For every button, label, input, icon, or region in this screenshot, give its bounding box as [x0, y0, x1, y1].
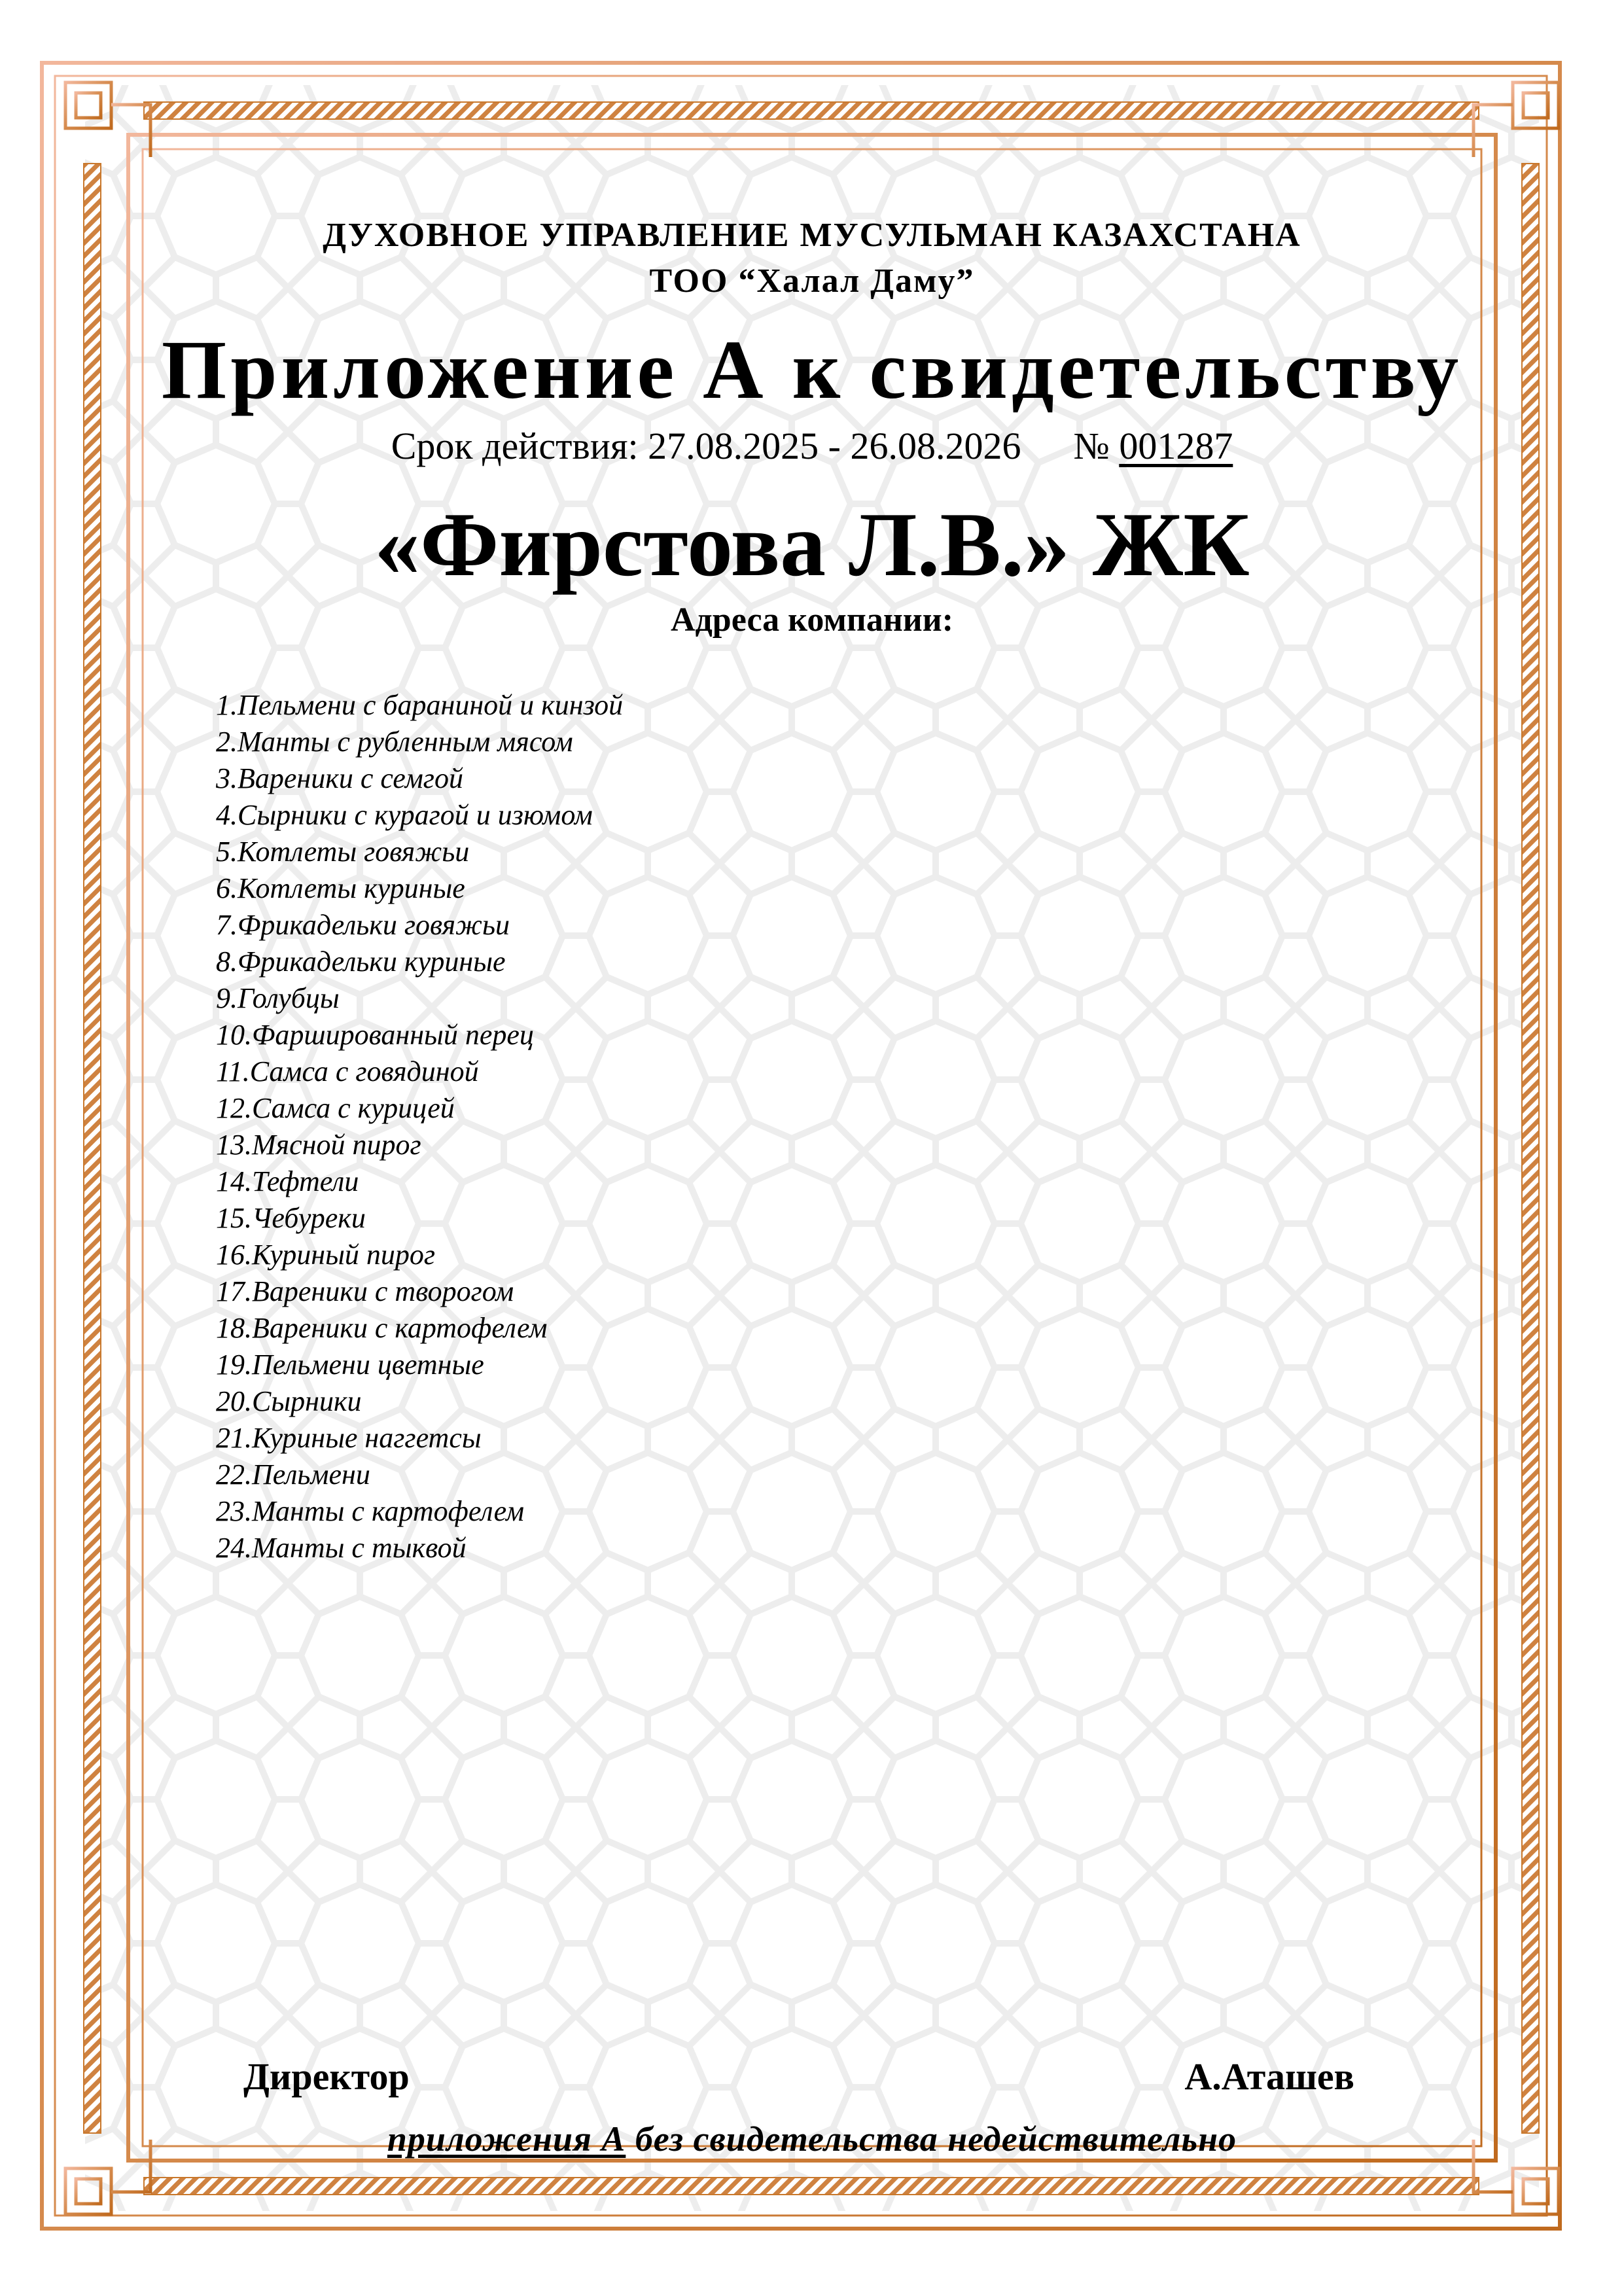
- product-item: 22.Пельмени: [216, 1458, 370, 1491]
- product-item: 24.Манты с тыквой: [216, 1532, 467, 1564]
- product-item: 15.Чебуреки: [216, 1202, 366, 1234]
- product-item: 14.Тефтели: [216, 1165, 359, 1197]
- product-item: 4.Сырники с курагой и изюмом: [216, 799, 593, 831]
- product-item: 5.Котлеты говяжьи: [216, 836, 470, 868]
- product-item: 6.Котлеты куриные: [216, 872, 465, 904]
- product-item: 10.Фаршированный перец: [216, 1019, 534, 1051]
- product-item: 3.Вареники с семгой: [216, 762, 463, 794]
- organization-name: ДУХОВНОЕ УПРАВЛЕНИЕ МУСУЛЬМАН КАЗАХСТАНА: [323, 217, 1301, 254]
- validity-line: [0, 424, 1624, 468]
- validity-period: Срок действия: 27.08.2025 - 26.08.2026: [391, 425, 1021, 467]
- product-list: [216, 687, 623, 1566]
- footer-underlined: приложения А: [387, 2119, 626, 2159]
- product-item: 17.Вареники с творогом: [216, 1275, 514, 1307]
- product-item: 12.Самса с курицей: [216, 1092, 455, 1124]
- footer-note: [0, 2119, 1624, 2159]
- product-item: 9.Голубцы: [216, 982, 340, 1014]
- product-item: 7.Фрикадельки говяжьи: [216, 909, 510, 941]
- product-item: 23.Манты с картофелем: [216, 1495, 525, 1527]
- product-item: 20.Сырники: [216, 1385, 362, 1417]
- addresses-title: Адреса компании:: [670, 601, 954, 639]
- product-item: 11.Самса с говядиной: [216, 1055, 479, 1087]
- product-item: 8.Фрикадельки куриные: [216, 945, 506, 978]
- product-item: 1.Пельмени с бараниной и кинзой: [216, 689, 624, 721]
- product-item: 21.Куриные наггетсы: [216, 1422, 482, 1454]
- document-title: Приложение А к свидетельству: [161, 323, 1463, 416]
- certificate-number: 001287: [1119, 425, 1233, 467]
- product-item: 19.Пельмени цветные: [216, 1349, 484, 1381]
- footer-rest: без свидетельства недействительно: [626, 2119, 1237, 2159]
- product-item: 2.Манты с рубленным мясом: [216, 726, 573, 758]
- product-item: 18.Вареники с картофелем: [216, 1312, 548, 1344]
- product-item: 13.Мясной пирог: [216, 1129, 421, 1161]
- company-too: ТОО “Халал Даму”: [649, 262, 975, 300]
- number-sign: №: [1073, 425, 1110, 467]
- product-item: 16.Куриный пирог: [216, 1239, 436, 1271]
- director-name: А.Аташев: [1184, 2055, 1354, 2098]
- company-name: «Фирстова Л.В.» ЖК: [374, 494, 1250, 595]
- director-label: Директор: [243, 2055, 410, 2098]
